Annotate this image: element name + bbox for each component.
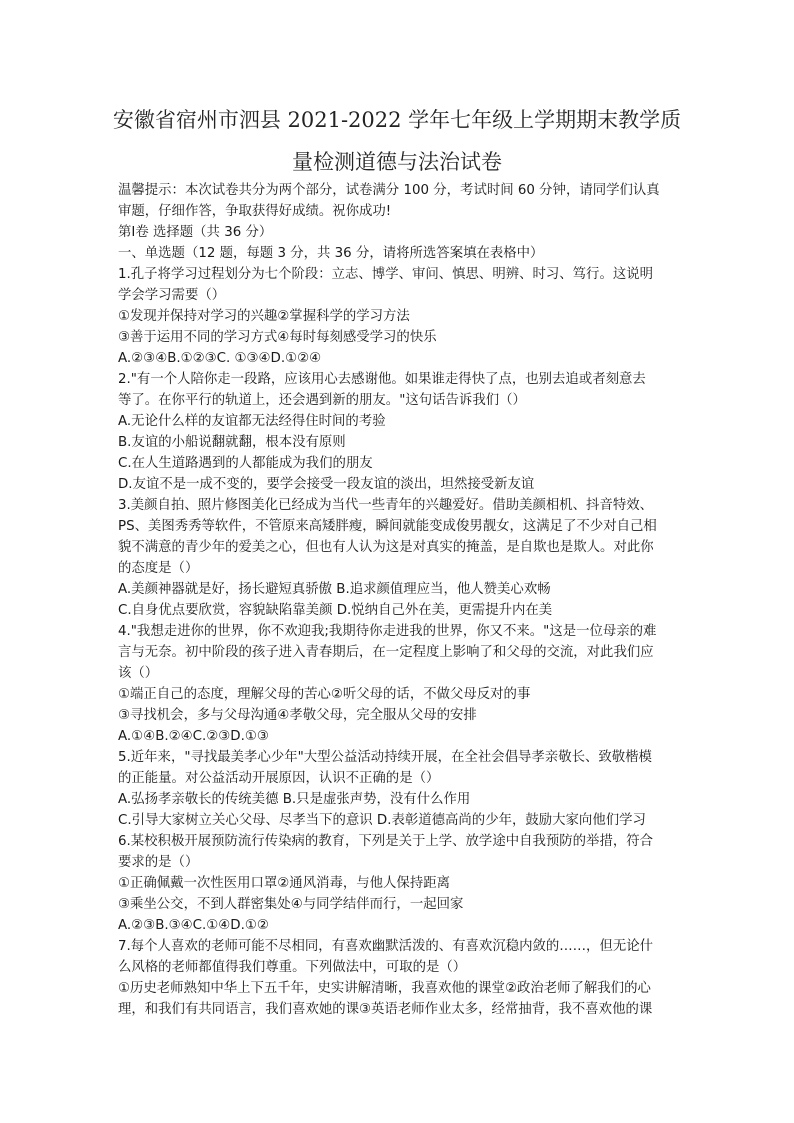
text-line: 3.美颜自拍、照片修图美化已经成为当代一些青年的兴趣爱好。借助美颜相机、抖音特效、 — [118, 498, 654, 513]
text-line: B.友谊的小船说翻就翻，根本没有原则 — [118, 435, 346, 450]
text-line: ③乘坐公交，不到人群密集处④与同学结伴而行，一起回家 — [118, 897, 464, 912]
text-line: 么风格的老师都值得我们尊重。下列做法中，可取的是（） — [118, 960, 467, 975]
text-line: 等了。在你平行的轨道上，还会遇到新的朋友。"这句话告诉我们（） — [118, 393, 526, 408]
text-line: A.①④B.②④C.②③D.①③ — [118, 729, 269, 744]
text-line: 该（） — [118, 666, 159, 681]
text-line: A.弘扬孝亲敬长的传统美德 B.只是虚张声势，没有什么作用 — [118, 792, 471, 807]
text-line: ③善于运用不同的学习方式④每时每刻感受学习的快乐 — [118, 330, 437, 345]
text-line: 5.近年来，"寻找最美孝心少年"大型公益活动持续开展，在全社会倡导孝亲敬长、致敬楷模 — [118, 750, 652, 765]
text-line: ①端正自己的态度，理解父母的苦心②听父母的话，不做父母反对的事 — [118, 687, 531, 702]
text-line: 2."有一个人陪你走一段路，应该用心去感谢他。如果谁走得快了点，也别去追或者刻意去 — [118, 372, 646, 387]
text-line: 的正能量。对公益活动开展原因，认识不正确的是（） — [118, 771, 440, 786]
text-line: 7.每个人喜欢的老师可能不尽相同，有喜欢幽默活泼的、有喜欢沉稳内敛的……，但无论什 — [118, 939, 654, 954]
text-line: A.美颜神器就是好，扬长避短真骄傲 B.追求颜值理应当，他人赞美心欢畅 — [118, 582, 551, 597]
text-line: 1.孔子将学习过程划分为七个阶段：立志、博学、审问、慎思、明辨、时习、笃行。这说明 — [118, 267, 654, 282]
exam-title-line-2: 量检测道德与法治试卷 — [292, 150, 502, 174]
text-line: 理，和我们有共同语言，我们喜欢她的课③英语老师作业太多，经常抽背，我不喜欢他的课 — [118, 1002, 653, 1017]
text-line: 言与无奈。初中阶段的孩子进入青春期后，在一定程度上影响了和父母的交流，对此我们应 — [118, 645, 654, 660]
text-line: 审题，仔细作答，争取获得好成绩。祝你成功! — [118, 204, 392, 219]
text-line: 的态度是（） — [118, 561, 199, 576]
text-line: A.②③④B.①②③C. ①③④D.①②④ — [118, 351, 322, 366]
text-line: C.在人生道路遇到的人都能成为我们的朋友 — [118, 456, 373, 471]
text-line: A.②③B.③④C.①④D.①② — [118, 918, 269, 933]
text-line: 一、单选题（12 题，每题 3 分，共 36 分，请将所选答案填在表格中） — [118, 246, 544, 261]
text-line: 温馨提示：本次试卷共分为两个部分，试卷满分 100 分，考试时间 60 分钟，请同学们认真 — [118, 183, 660, 198]
text-line: 第Ⅰ卷 选择题（共 36 分） — [118, 225, 273, 240]
text-line: ③寻找机会，多与父母沟通④孝敬父母，完全服从父母的安排 — [118, 708, 477, 723]
text-line: 要求的是（） — [118, 855, 199, 870]
text-line: A.无论什么样的友谊都无法经得住时间的考验 — [118, 414, 386, 429]
text-line: C.引导大家树立关心父母、尽孝当下的意识 D.表彰道德高尚的少年，鼓励大家向他们学习 — [118, 813, 646, 828]
text-line: C.自身优点要欣赏，容貌缺陷靠美颜 D.悦纳自己外在美，更需提升内在美 — [118, 603, 553, 618]
text-line: ①正确佩戴一次性医用口罩②通风消毒，与他人保持距离 — [118, 876, 450, 891]
text-line: 貌不满意的青少年的爱美之心，但也有人认为这是对真实的掩盖，是自欺也是欺人。对此你 — [118, 540, 654, 555]
text-line: D.友谊不是一成不变的，要学会接受一段友谊的淡出，坦然接受新友谊 — [118, 477, 535, 492]
text-line: 6.某校积极开展预防流行传染病的教育，下列是关于上学、放学途中自我预防的举措，符合 — [118, 834, 654, 849]
text-line: ①历史老师熟知中华上下五千年，史实讲解清晰，我喜欢他的课堂②政治老师了解我们的心 — [118, 981, 651, 996]
text-line: PS、美图秀秀等软件，不管原来高矮胖瘦，瞬间就能变成俊男靓女，这满足了不少对自己相 — [118, 519, 657, 534]
text-line: 4."我想走进你的世界，你不欢迎我;我期待你走进我的世界，你又不来。"这是一位母亲的难 — [118, 624, 657, 639]
text-line: 学会学习需要（） — [118, 288, 226, 303]
exam-title-line-1: 安徽省宿州市泗县 2021-2022 学年七年级上学期期末教学质 — [112, 108, 682, 132]
text-line: ①发现并保持对学习的兴趣②掌握科学的学习方法 — [118, 309, 410, 324]
